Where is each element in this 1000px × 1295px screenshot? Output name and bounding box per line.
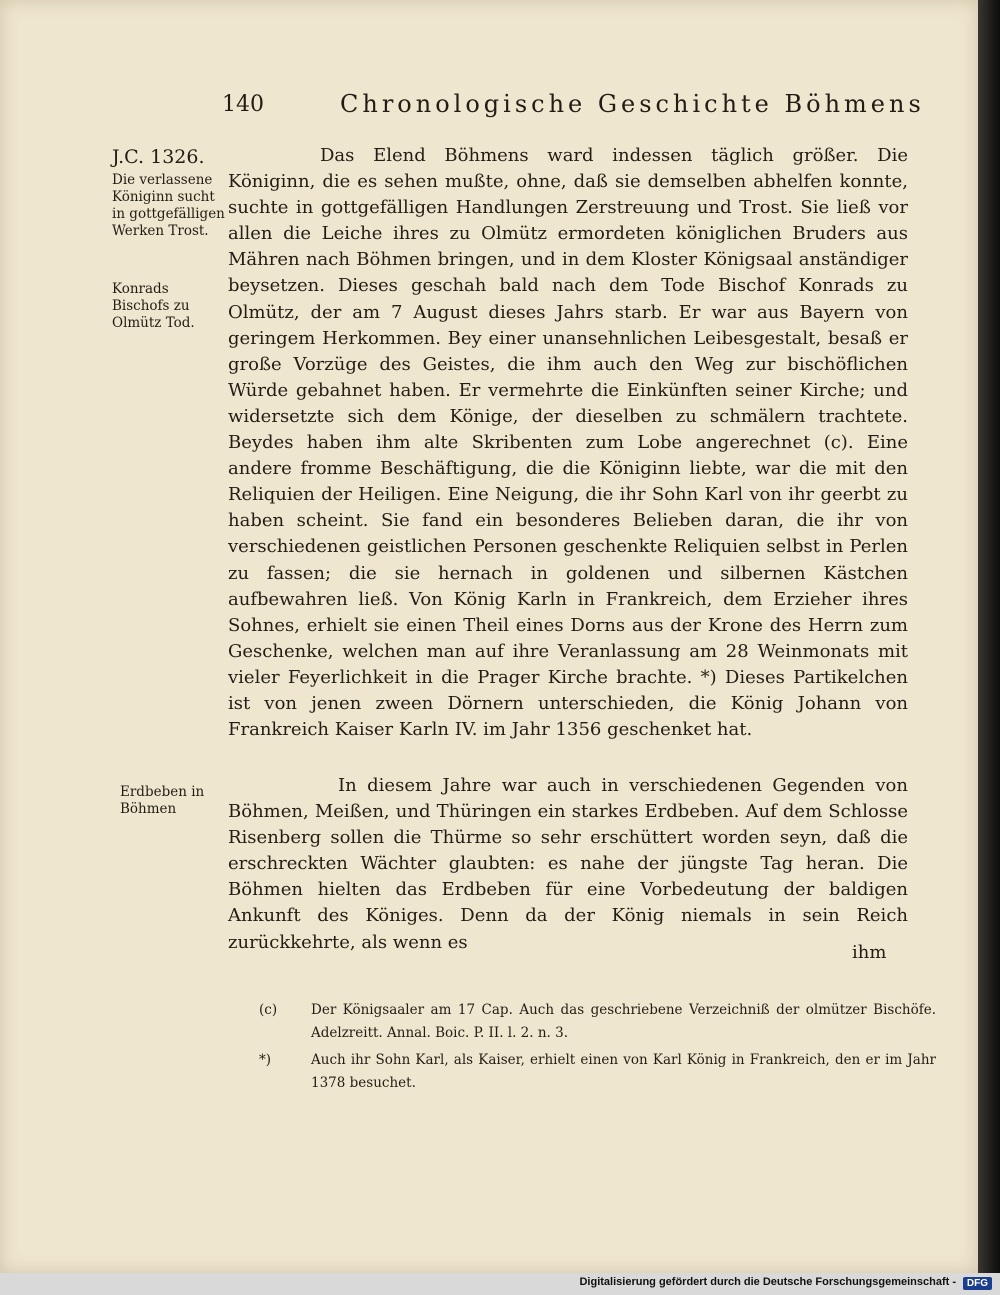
footnote-text: Der Königsaaler am 17 Cap. Auch das geschriebene Verzeichniß der olmützer Bischöfe. Adelzreitt. Annal. Boic. P. II. l. 2. n. 3.	[311, 1002, 936, 1041]
margin-note: Erdbeben in Böhmen	[120, 784, 205, 817]
funding-note: Digitalisierung gefördert durch die Deutsche Forschungsgemeinschaft -	[579, 1276, 956, 1288]
catchword: ihm	[852, 942, 887, 963]
margin-year: J.C. 1326.	[112, 146, 205, 168]
running-title: Chronologische Geschichte Böhmens	[340, 90, 925, 118]
viewer-footer	[0, 1273, 1000, 1295]
footnote-marker: (c)	[259, 1002, 278, 1018]
dfg-logo[interactable]: DFG	[963, 1277, 992, 1290]
body-paragraph: Das Elend Böhmens ward indessen täglich größer. Die Königinn, die es sehen mußte, ohne, daß sie demselben abhelfen konnte, suchte in gottgefälligen Handlungen Zerstreuung und Trost. Sie ließ vor allen die Leiche ihres zu Olmütz ermordeten königlichen Bruders aus Mähren nach Böhmen bringen, und in dem Kloster Königsaal anständiger beysetzen. Dieses geschah bald nach dem Tode Bischof Konrads zu Olmütz, der am 7 August dieses Jahrs starb. Er war aus Bayern von geringem Herkommen. Bey einer unansehnlichen Leibesgestalt, besaß er große Vorzüge des Geistes, die ihm auch den Weg zur bischöflichen Würde gebahnet haben. Er vermehrte die Einkünften seiner Kirche; und widersetzte sich dem Könige, der dieselben zu schmälern trachtete. Beydes haben ihm alte Skribenten zum Lobe angerechnet (c). Eine andere fromme Beschäftigung, die die Königinn liebte, war die mit den Reliquien der Heiligen. Eine Neigung, die ihr Sohn Karl von ihr geerbt zu haben scheint. Sie fand ein besonderes Belieben daran, die ihr von verschiedenen geistlichen Personen geschenkte Reliquien selbst in Perlen zu fassen; die sie hernach in goldenen und silbernen Kästchen aufbewahren ließ. Von König Karln in Frankreich, dem Erzieher ihres Sohnes, erhielt sie einen Theil eines Dorns aus der Krone des Herrn zum Geschenke, welchen man auf ihre Veranlassung am 28 Weinmonats mit vieler Feyerlichkeit in die Prager Kirche brachte. *) Dieses Partikelchen ist von jenen zween Dörnern unterschieden, die König Johann von Frankreich Kaiser Karln IV. im Jahr 1356 geschenket hat.	[228, 145, 908, 741]
footnote	[259, 1049, 936, 1095]
body-paragraph: In diesem Jahre war auch in verschiedenen Gegenden von Böhmen, Meißen, und Thüringen ein starkes Erdbeben. Auf dem Schlosse Risenberg sollen die Thürme so sehr erschüttert worden seyn, daß die erschreckten Wächter glaubten: es nahe der jüngste Tag heran. Die Böhmen hielten das Erdbeben für eine Vorbedeutung der baldigen Ankunft des Königes. Denn da der König niemals in sein Reich zurückkehrte, als wenn es	[228, 775, 908, 953]
margin-note: Konrads Bischofs zu Olmütz Tod.	[112, 281, 195, 331]
page-number: 140	[222, 92, 264, 117]
book-binding-edge	[978, 0, 1000, 1295]
footnote-marker: *)	[259, 1052, 272, 1068]
margin-note: Die verlassene Königinn sucht in gottgefälligen Werken Trost.	[112, 172, 225, 239]
footnote-text: Auch ihr Sohn Karl, als Kaiser, erhielt einen von Karl König in Frankreich, den er im Jahr 1378 besuchet.	[311, 1052, 936, 1091]
footnote	[259, 999, 936, 1045]
